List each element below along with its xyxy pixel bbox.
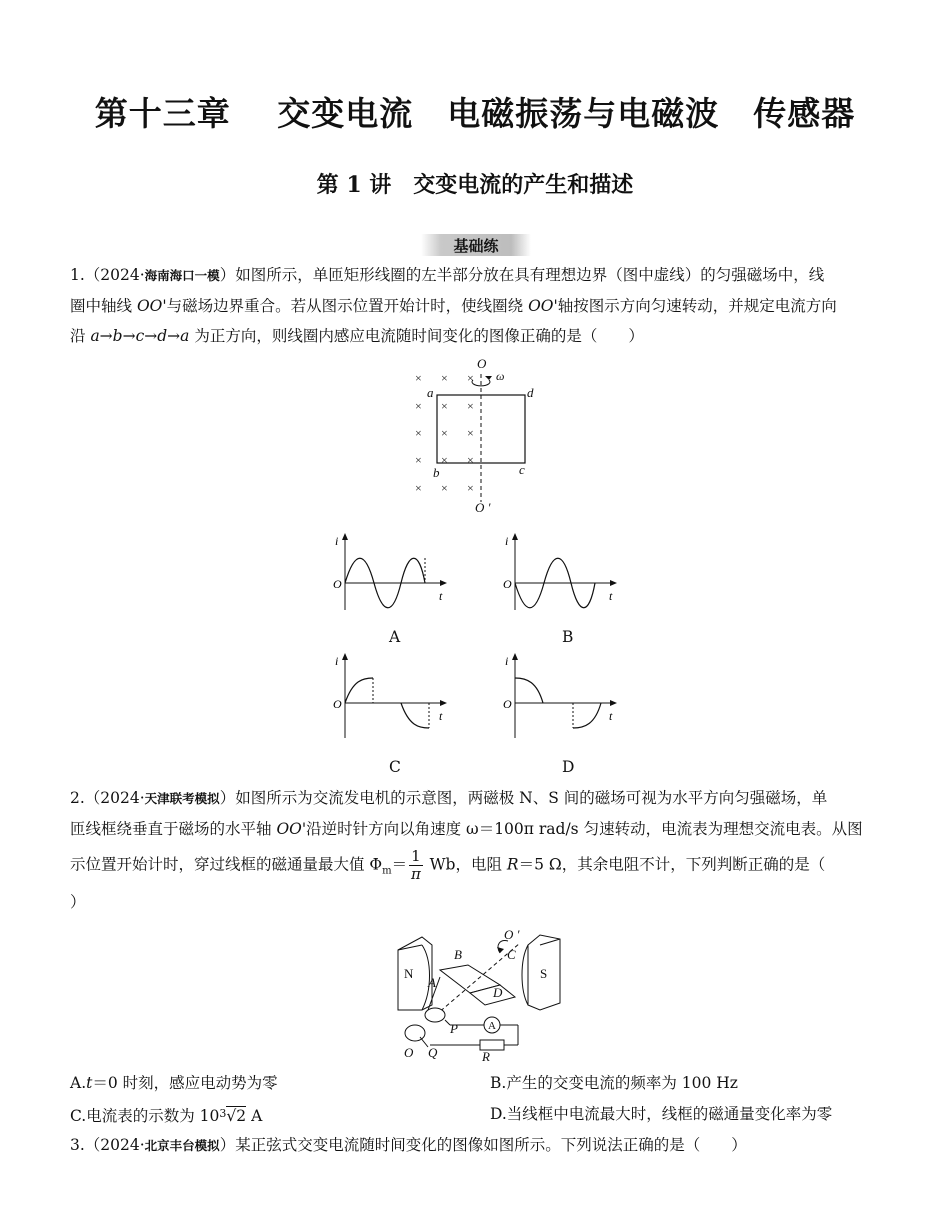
- flux-fraction: $\frac{1}{\pi}$: [410, 847, 421, 883]
- question-1-text: [70, 260, 880, 351]
- svg-text:×: ×: [441, 481, 448, 495]
- q1-coil-figure: [405, 352, 550, 517]
- svg-text:×: ×: [441, 399, 448, 413]
- svg-text:×: ×: [441, 453, 448, 467]
- q2-option-b[interactable]: B.产生的交变电流的频率为 100 Hz: [490, 1074, 738, 1092]
- svg-text:P: P: [450, 1021, 458, 1036]
- svg-text:c: c: [519, 462, 525, 477]
- svg-text:i: i: [505, 654, 509, 668]
- svg-text:N: N: [404, 966, 414, 981]
- svg-text:O: O: [333, 697, 342, 711]
- svg-text:×: ×: [467, 399, 474, 413]
- svg-text:O: O: [503, 577, 512, 591]
- svg-text:A: A: [428, 975, 436, 990]
- svg-text:B: B: [454, 947, 462, 962]
- svg-text:ω: ω: [496, 369, 505, 383]
- option-a-label[interactable]: A: [389, 628, 401, 646]
- svg-text:×: ×: [467, 453, 474, 467]
- svg-text:t: t: [439, 709, 443, 723]
- svg-text:×: ×: [415, 453, 422, 467]
- slip-ring-2: [405, 1025, 425, 1041]
- svg-text:i: i: [335, 534, 339, 548]
- svg-text:C: C: [507, 947, 516, 962]
- q2-line-2: 匝线框绕垂直于磁场的水平轴 OO'沿逆时针方向以角速度 ω＝100π rad/s 匀速转动，电流表为理想交流电表。从图: [70, 820, 863, 838]
- section-badge: [421, 234, 531, 256]
- magnetic-field-crosses: [415, 371, 474, 495]
- svg-text:×: ×: [467, 371, 474, 385]
- slip-ring-1: [425, 1008, 445, 1022]
- q3-source: 北京丰台模拟: [144, 1138, 220, 1153]
- q1-source: 海南海口一模: [144, 268, 220, 283]
- q2-option-d[interactable]: D.当线框中电流最大时，线框的磁通量变化率为零: [490, 1105, 833, 1123]
- svg-text:t: t: [609, 589, 613, 603]
- q1-line-2: 圈中轴线 OO'与磁场边界重合。若从图示位置开始计时，使线圈绕 OO'轴按图示方向匀速转动，并规定电流方向: [70, 297, 837, 315]
- svg-text:×: ×: [415, 481, 422, 495]
- svg-text:O ′: O ′: [504, 927, 520, 942]
- svg-text:D: D: [493, 985, 503, 1000]
- lesson-title: 第 1 讲 交变电流的产生和描述: [316, 172, 634, 198]
- svg-text:d: d: [527, 385, 534, 400]
- q3-line-1: 3.（2024·北京丰台模拟）某正弦式交变电流随时间变化的图像如图所示。下列说法正确的是（ ）: [70, 1136, 747, 1154]
- svg-text:t: t: [609, 709, 613, 723]
- question-2-text: [70, 783, 880, 917]
- option-b-label[interactable]: B: [562, 628, 574, 646]
- svg-text:i: i: [335, 654, 339, 668]
- svg-text:a: a: [427, 385, 434, 400]
- q2-source: 天津联考模拟: [144, 791, 220, 806]
- svg-text:b: b: [433, 465, 440, 480]
- chapter-title: 第十三章 交变电流 电磁振荡与电磁波 传感器: [94, 94, 856, 133]
- section-badge-label: 基础练: [453, 237, 499, 255]
- question-3-text: [70, 1130, 880, 1161]
- q1-line-1: 1.（2024·海南海口一模）如图所示，单匝矩形线圈的左半部分放在具有理想边界（图中虚线）的匀强磁场中，线: [70, 266, 825, 284]
- option-c-label[interactable]: C: [389, 758, 401, 776]
- q2-option-a[interactable]: A.t＝0 时刻，感应电动势为零: [70, 1074, 278, 1092]
- option-d-label[interactable]: D: [562, 758, 575, 776]
- svg-text:S: S: [540, 966, 548, 981]
- q2-option-c[interactable]: C.电流表的示数为 $10^3√2$ A: [70, 1107, 263, 1125]
- svg-text:×: ×: [415, 426, 422, 440]
- svg-text:×: ×: [441, 426, 448, 440]
- q1-line-3: 沿 a→b→c→d→a 为正方向，则线圈内感应电流随时间变化的图像正确的是（ ）: [70, 327, 644, 345]
- svg-text:O: O: [404, 1045, 414, 1060]
- svg-text:t: t: [439, 589, 443, 603]
- svg-text:O: O: [477, 356, 487, 371]
- svg-text:O: O: [503, 697, 512, 711]
- option-a-graph: [325, 530, 455, 610]
- option-c-graph: [325, 650, 455, 740]
- q2-generator-figure: [390, 925, 570, 1065]
- svg-text:×: ×: [415, 399, 422, 413]
- option-d-graph: [495, 650, 625, 740]
- svg-text:R: R: [482, 1049, 490, 1064]
- option-b-graph: [495, 530, 625, 610]
- svg-text:A: A: [488, 1020, 496, 1032]
- q2-line-1: 2.（2024·天津联考模拟）如图所示为交流发电机的示意图，两磁极 N、S 间的磁场可视为水平方向匀强磁场，单: [70, 789, 828, 807]
- svg-text:O: O: [333, 577, 342, 591]
- q2-line-3: 示位置开始计时，穿过线框的磁通量最大值 $\Phi_m=$ $\frac{1}{\pi}$ Wb，电阻 R＝5 Ω，其余电阻不计，下列判断正确的是（: [70, 847, 826, 883]
- svg-text:×: ×: [441, 371, 448, 385]
- svg-text:×: ×: [467, 426, 474, 440]
- svg-text:O ′: O ′: [475, 500, 491, 515]
- svg-text:Q: Q: [428, 1045, 438, 1060]
- svg-text:i: i: [505, 534, 509, 548]
- svg-text:×: ×: [415, 371, 422, 385]
- q2-line-4: ）: [70, 892, 86, 911]
- svg-text:×: ×: [467, 481, 474, 495]
